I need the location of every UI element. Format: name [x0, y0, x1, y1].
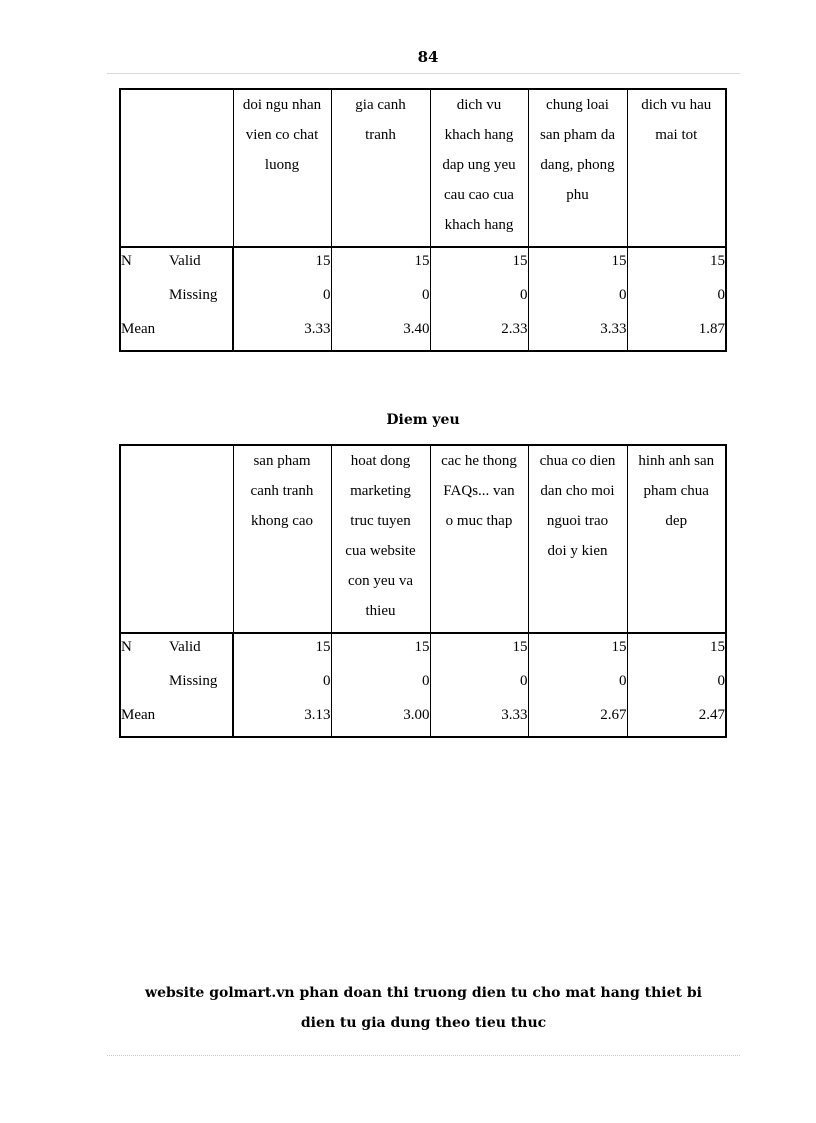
header-line: khach hang	[444, 217, 514, 233]
header-line: nguoi trao	[546, 513, 609, 529]
table-row	[120, 282, 726, 316]
table-cell: 0	[528, 282, 627, 316]
header-line: cau cao cua	[444, 187, 514, 203]
row-sublabel: Valid	[169, 253, 201, 269]
row-label: Mean	[121, 707, 156, 723]
header-line: FAQs... van	[443, 483, 515, 499]
header-line: khong cao	[250, 513, 314, 529]
header-line: chung loai	[546, 97, 609, 113]
header-line: truc tuyen	[350, 513, 411, 529]
table-cell: 3.33	[528, 316, 627, 351]
table-cell: 0	[528, 668, 627, 702]
header-line: cac he thong	[441, 453, 517, 469]
header-line: canh tranh	[250, 483, 314, 499]
row-sublabel: Missing	[169, 673, 218, 689]
header-line: dan cho moi	[540, 483, 615, 499]
footer-caption	[107, 978, 740, 1038]
table-cell: 1.87	[627, 316, 726, 351]
table-cell: 15	[233, 247, 331, 282]
header-line: pham chua	[643, 483, 709, 499]
header-line: dang, phong	[540, 157, 615, 173]
header-line: chua co dien	[539, 453, 616, 469]
column-header	[627, 89, 726, 247]
header-corner-cell	[120, 445, 233, 633]
header-line: dap ung yeu	[442, 157, 516, 173]
header-line: san pham da	[540, 127, 615, 143]
statistics-table-1	[119, 88, 727, 352]
table-cell: 15	[331, 633, 430, 668]
header-line: dep	[665, 513, 688, 529]
row-sublabel	[169, 702, 233, 737]
footer-line: dien tu gia dung theo tieu thuc	[300, 1015, 547, 1031]
header-line: doi ngu nhan	[242, 97, 322, 113]
table-cell: 0	[430, 282, 528, 316]
table-row	[120, 316, 726, 351]
table-cell: 15	[627, 247, 726, 282]
footer-rule	[107, 1055, 740, 1056]
column-header	[430, 445, 528, 633]
table-cell: 2.33	[430, 316, 528, 351]
header-line: marketing	[350, 483, 411, 499]
header-line: hinh anh san	[638, 453, 715, 469]
table-row	[120, 247, 726, 282]
table-header-row	[120, 445, 726, 633]
table-cell: 15	[627, 633, 726, 668]
table-row	[120, 702, 726, 737]
table-title: Diem yeu	[386, 412, 460, 428]
row-sublabel: Missing	[169, 287, 218, 303]
column-header	[233, 445, 331, 633]
table-cell: 15	[233, 633, 331, 668]
row-sublabel	[169, 316, 233, 351]
table-row	[120, 633, 726, 668]
table-cell: 0	[627, 282, 726, 316]
column-header	[233, 89, 331, 247]
table-cell: 0	[331, 668, 430, 702]
table-cell: 15	[430, 633, 528, 668]
header-rule	[107, 73, 740, 74]
table-cell: 2.47	[627, 702, 726, 737]
page-number: 84	[417, 48, 439, 66]
header-line: hoat dong	[350, 453, 411, 469]
table-cell: 3.33	[430, 702, 528, 737]
table-cell: 0	[627, 668, 726, 702]
header-line: dich vu hau	[641, 97, 712, 113]
header-line: luong	[264, 157, 300, 173]
table-cell: 2.67	[528, 702, 627, 737]
column-header	[627, 445, 726, 633]
header-line: vien co chat	[245, 127, 319, 143]
header-corner-cell	[120, 89, 233, 247]
table-cell: 3.40	[331, 316, 430, 351]
header-line: o muc thap	[445, 513, 513, 529]
row-label	[120, 668, 169, 702]
column-header	[528, 445, 627, 633]
table-cell: 3.33	[233, 316, 331, 351]
table-cell: 0	[430, 668, 528, 702]
header-line: tranh	[365, 127, 396, 143]
column-header	[528, 89, 627, 247]
header-line: con yeu va	[348, 573, 413, 589]
table-cell: 15	[528, 247, 627, 282]
header-line: dich vu	[456, 97, 502, 113]
row-label: N	[121, 639, 132, 655]
table-cell: 0	[331, 282, 430, 316]
header-line: thieu	[365, 603, 396, 619]
header-line: mai tot	[655, 127, 698, 143]
table-cell: 15	[528, 633, 627, 668]
row-label: N	[121, 253, 132, 269]
column-header	[331, 445, 430, 633]
header-line: khach hang	[444, 127, 514, 143]
row-sublabel: Valid	[169, 639, 201, 655]
column-header	[430, 89, 528, 247]
table-cell: 15	[331, 247, 430, 282]
header-line: doi y kien	[547, 543, 608, 559]
table-cell: 15	[430, 247, 528, 282]
column-header	[331, 89, 430, 247]
table-cell: 3.13	[233, 702, 331, 737]
header-line: cua website	[345, 543, 416, 559]
header-line: gia canh	[355, 97, 406, 113]
table-cell: 0	[233, 282, 331, 316]
table-cell: 0	[233, 668, 331, 702]
table-row	[120, 668, 726, 702]
statistics-table-2	[119, 444, 727, 738]
header-line: san pham	[253, 453, 311, 469]
table-cell: 3.00	[331, 702, 430, 737]
row-label: Mean	[121, 321, 156, 337]
table-header-row	[120, 89, 726, 247]
footer-line: website golmart.vn phan doan thi truong dien tu cho mat hang thiet bi	[145, 985, 702, 1001]
row-label	[120, 282, 169, 316]
header-line: phu	[566, 187, 589, 203]
